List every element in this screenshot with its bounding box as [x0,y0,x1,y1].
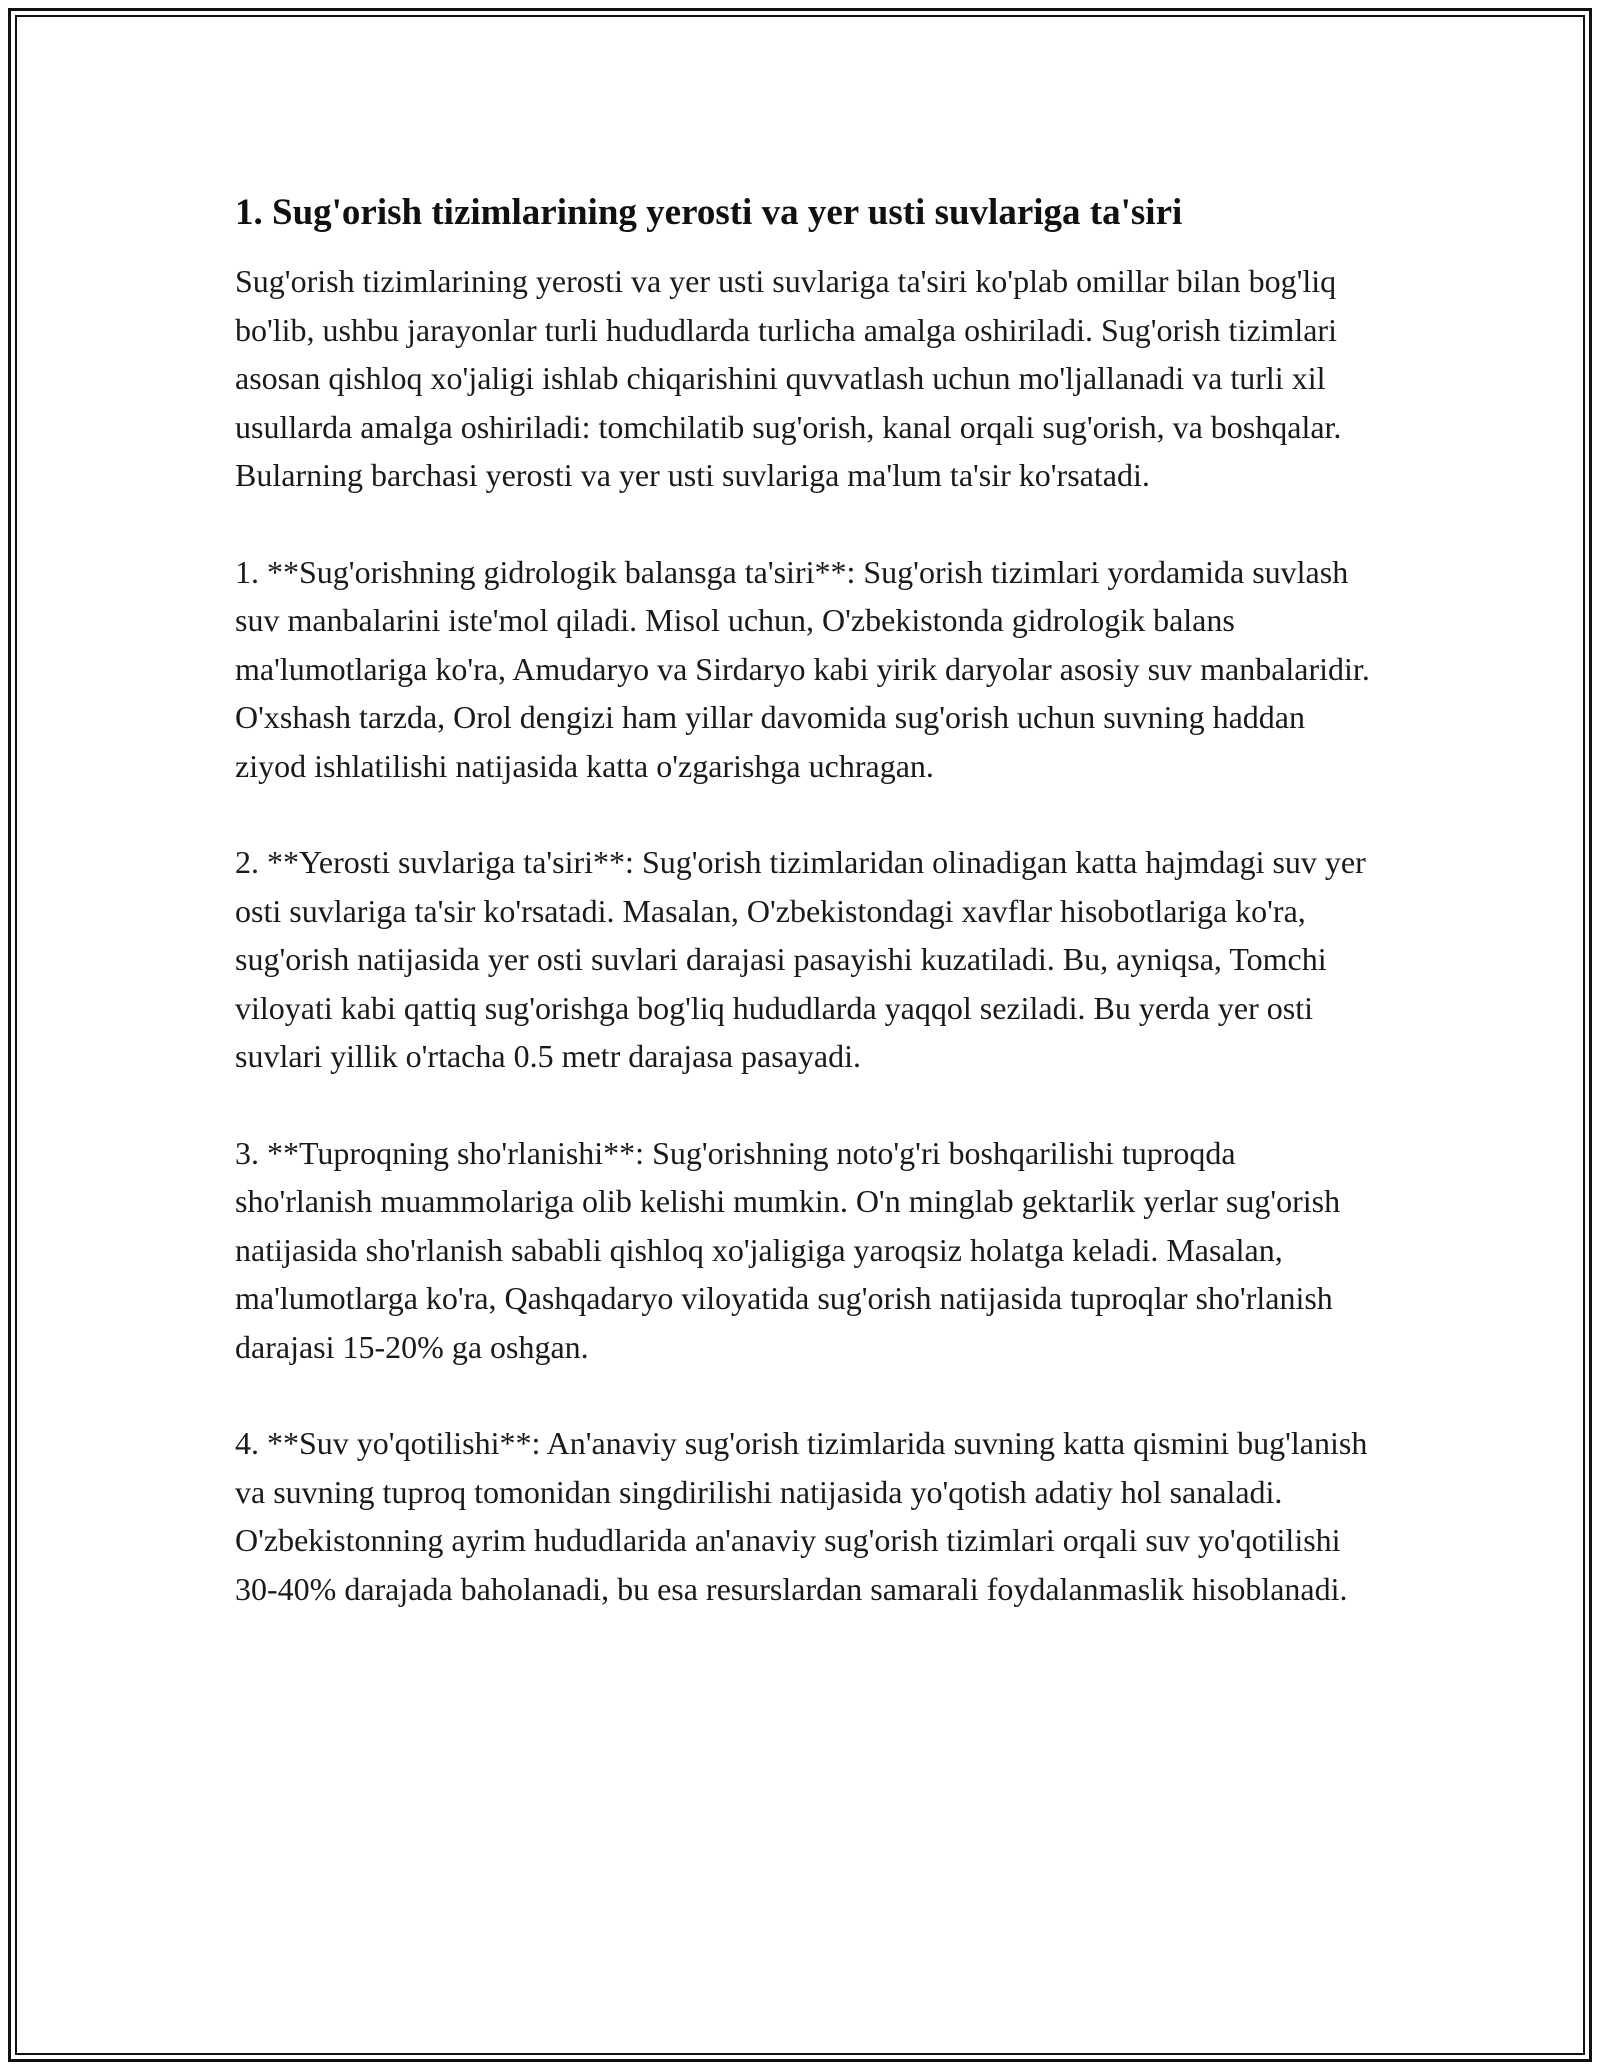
paragraph-soil-salinization: 3. **Tuproqning sho'rlanishi**: Sug'orishning noto'g'ri boshqarilishi tuproqda sho'rlanish muammolariga olib kelishi mumkin. O'n minglab gektarlik yerlar sug'orish natijasida sho'rlanish sababli qishloq xo'jaligiga yaroqsiz holatga keladi. Masalan, ma'lumotlarga ko'ra, Qashqadaryo viloyatida sug'orish natijasida tuproqlar sho'rlanish darajasi 15-20% ga oshgan. [235,1134,1341,1365]
document-title: 1. Sug'orish tizimlarining yerosti va yer usti suvlariga ta'siri [235,192,1183,233]
paragraph-groundwater-impact: 2. **Yerosti suvlariga ta'siri**: Sug'orish tizimlaridan olinadigan katta hajmdagi suv yer osti suvlariga ta'sir ko'rsatadi. Masalan, O'zbekistondagi xavflar hisobotlariga ko'ra, sug'orish natijasida yer osti suvlari darajasi pasayishi kuzatiladi. Bu, ayniqsa, Tomchi viloyati kabi qattiq sug'orishga bog'liq hududlarda yaqqol seziladi. Bu yerda yer osti suvlari yillik o'rtacha 0.5 metr darajasa pasayadi. [235,844,1366,1074]
document-body [235,187,1370,1661]
intro-paragraph: Sug'orish tizimlarining yerosti va yer usti suvlariga ta'siri ko'plab omillar bilan bog'liq bo'lib, ushbu jarayonlar turli hududlarda turlicha amalga oshiriladi. Sug'orish tizimlari asosan qishloq xo'jaligi ishlab chiqarishini quvvatlash uchun mo'ljallanadi va turli xil usullarda amalga oshiriladi: tomchilatib sug'orish, kanal orqali sug'orish, va boshqalar. Bularning barchasi yerosti va yer usti suvlariga ma'lum ta'sir ko'rsatadi. [235,263,1342,493]
paragraph-water-loss: 4. **Suv yo'qotilishi**: An'anaviy sug'orish tizimlarida suvning katta qismini bug'lanish va suvning tuproq tomonidan singdirilishi natijasida yo'qotish adatiy hol sanaladi. O'zbekistonning ayrim hududlarida an'anaviy sug'orish tizimlari orqali suv yo'qotilishi 30-40% darajada baholanadi, bu esa resurslardan samarali foydalanmaslik hisoblanadi. [235,1425,1368,1607]
paragraph-hydrological-balance: 1. **Sug'orishning gidrologik balansga ta'siri**: Sug'orish tizimlari yordamida suvlash suv manbalarini iste'mol qiladi. Misol uchun, O'zbekistonda gidrologik balans ma'lumotlariga ko'ra, Amudaryo va Sirdaryo kabi yirik daryolar asosiy suv manbalaridir. O'xshash tarzda, Orol dengizi ham yillar davomida sug'orish uchun suvning haddan ziyod ishlatilishi natijasida katta o'zgarishga uchragan. [235,553,1370,784]
